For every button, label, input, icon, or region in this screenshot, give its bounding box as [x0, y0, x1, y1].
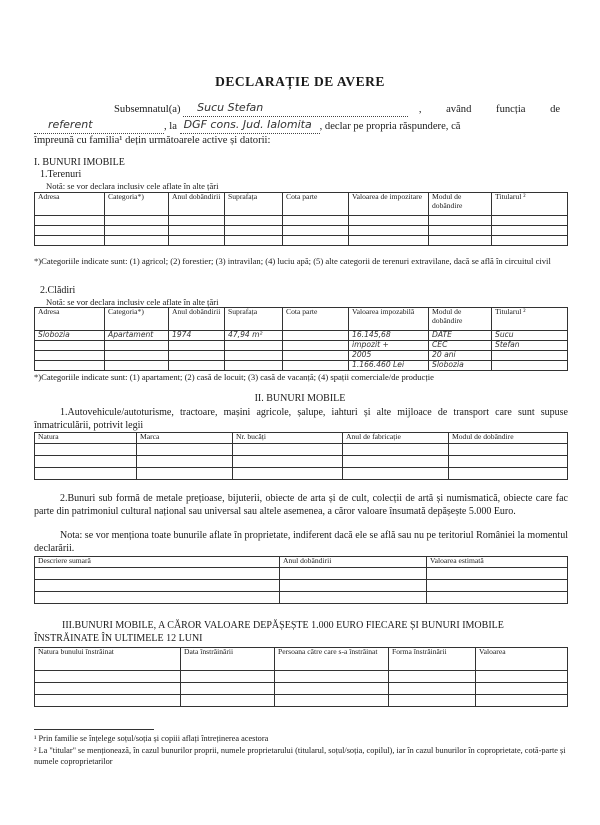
table-row: [35, 468, 568, 480]
footnote-2: ² La "titular" se menționează, în cazul bunurilor proprii, numele proprietarului (titularul, soțul/soția, copilul), iar în cazul bunurilor în coproprietate, cotă-parte și numele coproprietarilor: [34, 746, 566, 766]
header-modul: Modul de dobândire: [429, 193, 492, 216]
header-suprafata: Suprafața: [225, 193, 283, 216]
header-adresa: Adresa: [35, 193, 105, 216]
cladiri-table: [34, 307, 568, 371]
intro-line-3: împreună cu familia¹ dețin următoarele active și datorii:: [34, 135, 271, 146]
header-natura-bunului: Natura bunului înstrăinat: [35, 648, 181, 671]
table-row: [35, 361, 568, 371]
cell-valoare-1: 16.145,68: [349, 331, 429, 341]
cladiri-note: Notă: se vor declara inclusiv cele aflate în alte țări: [46, 297, 219, 307]
section-1-heading: I. BUNURI IMOBILE: [34, 157, 125, 168]
subsemnatul-label: Subsemnatul(a): [114, 104, 181, 115]
header-valoarea: Valoarea: [476, 648, 568, 671]
cell-valoare-4: 1.166.460 Lei: [349, 361, 429, 371]
function-field[interactable]: [34, 120, 164, 134]
intro-line-2: [34, 119, 568, 134]
cell-valoare-3: 2005: [349, 351, 429, 361]
cell-mod-3: 20 ani: [429, 351, 492, 361]
employer-handwritten: DGF cons. Jud. Ialomita: [183, 118, 312, 131]
header-modul: Modul de dobândire: [429, 308, 492, 331]
function-handwritten: referent: [48, 118, 93, 131]
table-row: [35, 592, 568, 604]
table-row: [35, 351, 568, 361]
terenuri-title: 1.Terenuri: [40, 169, 82, 180]
header-natura: Natura: [35, 433, 137, 444]
header-categoria: Categoria*): [105, 308, 169, 331]
header-valoarea-estimata: Valoarea estimată: [427, 557, 568, 568]
terenuri-table: [34, 192, 568, 246]
header-marca: Marca: [137, 433, 233, 444]
header-categoria: Categoria*): [105, 193, 169, 216]
header-titularul: Titularul ²: [492, 193, 568, 216]
terenuri-footnote: *)Categoriile indicate sunt: (1) agricol; (2) forestier; (3) intravilan; (4) luciu apă; (5) alte categorii de terenuri extravilane, dacă se află în circuitul civil: [34, 256, 551, 266]
table-row: [35, 456, 568, 468]
section-2-item-1: 1.Autovehicule/autoturisme, tractoare, mașini agricole, șalupe, iahturi și alte mijloace de transport care sunt supuse înmatriculării, potrivit legii: [34, 407, 568, 431]
employer-field[interactable]: [180, 120, 320, 134]
footnote-divider: [34, 729, 154, 730]
table-row: [35, 683, 568, 695]
cladiri-title: 2.Clădiri: [40, 285, 76, 296]
alienated-header-row: [35, 648, 568, 671]
header-nr-bucati: Nr. bucăți: [233, 433, 343, 444]
name-handwritten: Sucu Stefan: [197, 101, 264, 114]
cladiri-header-row: [35, 308, 568, 331]
header-persoana: Persoana către care s-a înstrăinat: [275, 648, 389, 671]
header-anul-dobandirii: Anul dobândirii: [280, 557, 427, 568]
table-row: [35, 695, 568, 707]
intro-line-1: [34, 102, 568, 117]
header-anul: Anul dobândirii: [169, 193, 225, 216]
footnote-1: ¹ Prin familie se înțelege soțul/soția și copiii aflați întreținerea acestora: [34, 734, 269, 743]
cell-adresa: Slobozia: [35, 331, 105, 341]
section-2-item-2-note: Nota: se vor menționa toate bunurile aflate în proprietate, indiferent dacă ele se află sau nu pe teritoriul României la momentul declarării.: [34, 530, 568, 554]
declar-label: , declar pe propria răspundere, că: [319, 121, 461, 132]
vehicles-table: [34, 432, 568, 480]
valuables-table: [34, 556, 568, 604]
table-row: [35, 444, 568, 456]
terenuri-header-row: [35, 193, 568, 216]
header-descriere: Descriere sumară: [35, 557, 280, 568]
table-row: [35, 236, 568, 246]
header-adresa: Adresa: [35, 308, 105, 331]
header-anul: Anul dobândirii: [169, 308, 225, 331]
vehicles-header-row: [35, 433, 568, 444]
cell-titular-1: Sucu: [492, 331, 568, 341]
header-titularul: Titularul ²: [492, 308, 568, 331]
document-title: DECLARAȚIE DE AVERE: [215, 74, 385, 89]
header-valoarea: Valoarea de impozitare: [349, 193, 429, 216]
header-modul-dobandire: Modul de dobândire: [449, 433, 568, 444]
cell-anul: 1974: [169, 331, 225, 341]
section-3-heading: III.BUNURI MOBILE, A CĂROR VALOARE DEPĂȘEȘTE 1.000 EURO FIECARE ȘI BUNURI IMOBILE ÎNSTRĂINATE ÎN ULTIMELE 12 LUNI: [34, 620, 504, 644]
table-row: [35, 331, 568, 341]
valuables-header-row: [35, 557, 568, 568]
table-row: [35, 216, 568, 226]
section-2-item-2: 2.Bunuri sub formă de metale prețioase, bijuterii, obiecte de arta și de cult, colecții de artă și numismatică, obiecte care fac parte din patrimoniul cultural național sau universal sau altele asemenea, a căror valoare însumată depășește 5.000 Euro.: [34, 493, 568, 517]
header-anul-fabricatie: Anul de fabricație: [343, 433, 449, 444]
header-valoarea: Valoarea impozabilă: [349, 308, 429, 331]
table-row: [35, 568, 568, 580]
la-label: , la: [164, 121, 177, 132]
cell-suprafata: 47,94 m²: [225, 331, 283, 341]
header-cota: Cota parte: [283, 308, 349, 331]
header-cota: Cota parte: [283, 193, 349, 216]
cell-mod-1: DATE: [429, 331, 492, 341]
terenuri-note: Notă: se vor declara inclusiv cele aflate în alte țări: [46, 181, 219, 191]
avand-label: , având funcția de: [418, 104, 561, 115]
cell-mod-2: CEC: [429, 341, 492, 351]
table-row: [35, 226, 568, 236]
table-row: [35, 341, 568, 351]
cell-titular-2: Stefan: [492, 341, 568, 351]
header-data-instrainarii: Data înstrăinării: [181, 648, 275, 671]
section-2-heading: II. BUNURI MOBILE: [254, 393, 346, 404]
header-forma: Forma înstrăinării: [389, 648, 476, 671]
cell-categoria: Apartament: [105, 331, 169, 341]
table-row: [35, 671, 568, 683]
cell-mod-4: Slobozia: [429, 361, 492, 371]
cell-valoare-2: impozit +: [349, 341, 429, 351]
header-suprafata: Suprafața: [225, 308, 283, 331]
name-field[interactable]: [183, 103, 408, 117]
cladiri-footnote: *)Categoriile indicate sunt: (1) apartament; (2) casă de locuit; (3) casă de vacanță; (4) spații comerciale/de producție: [34, 372, 434, 382]
table-row: [35, 580, 568, 592]
alienated-table: [34, 647, 568, 707]
